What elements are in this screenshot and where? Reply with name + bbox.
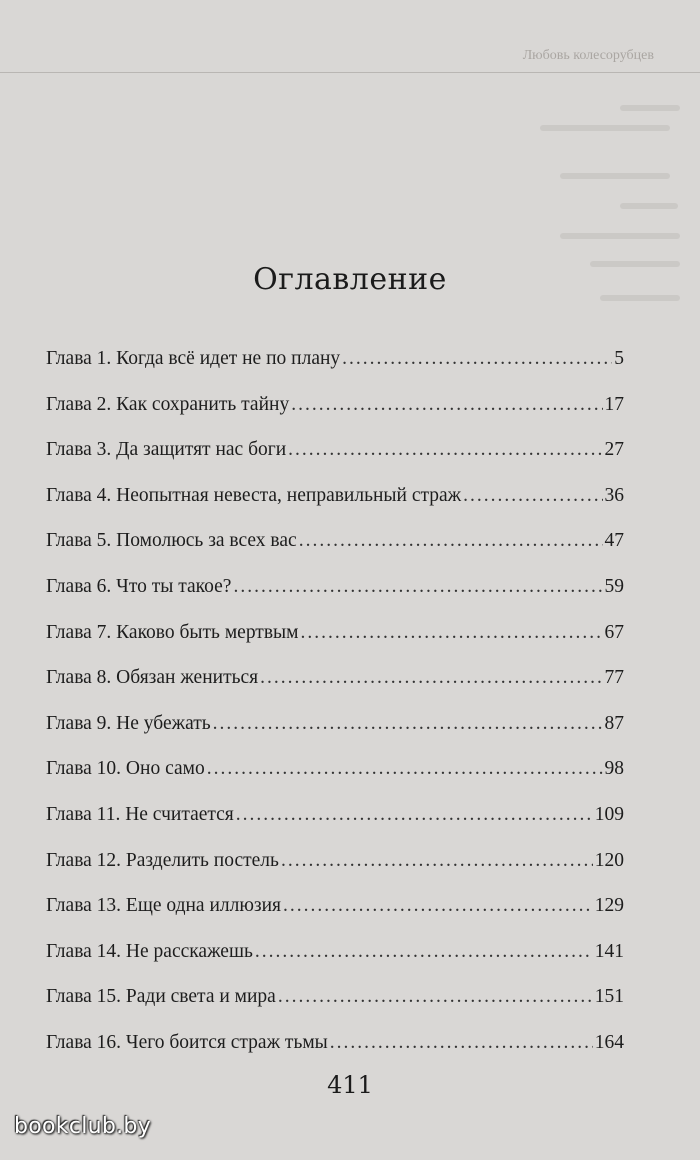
toc-entry-page: 47 [604, 530, 624, 552]
toc-entry [46, 664, 624, 710]
toc-entry [46, 983, 624, 1029]
toc-entry-label: Глава 12. Разделить постель [46, 849, 279, 871]
toc-entry-label: Глава 14. Не расскажешь [46, 940, 253, 962]
toc-entry-page: 151 [594, 986, 624, 1008]
toc-leader-dots [342, 345, 612, 373]
toc-entry-page: 129 [594, 895, 624, 917]
toc-entry-label: Глава 15. Ради света и мира [46, 986, 276, 1008]
toc-leader-dots [236, 801, 593, 829]
toc-entry [46, 573, 624, 619]
toc-entry [46, 710, 624, 756]
toc-entry-label: Глава 1. Когда всё идет не по плану [46, 348, 341, 369]
toc-entry [46, 801, 624, 847]
toc-leader-dots [255, 938, 593, 966]
running-head [0, 44, 700, 73]
toc-leader-dots [281, 847, 593, 875]
toc-entry-label: Глава 5. Помолюсь за всех вас [46, 530, 297, 552]
running-head-text: Любовь колесорубцев [522, 48, 654, 63]
toc-entry [46, 755, 624, 801]
toc-entry-page: 77 [604, 667, 624, 689]
toc-entry [46, 1029, 624, 1075]
toc-entry [46, 482, 624, 528]
toc-entry-page: 164 [594, 1031, 624, 1053]
toc-entry [46, 892, 624, 938]
toc-leader-dots [291, 391, 602, 419]
toc-entry-page: 87 [604, 712, 624, 734]
toc-entry-page: 17 [604, 393, 624, 415]
toc-entry-page: 27 [604, 439, 624, 461]
toc-entry-page: 120 [594, 849, 624, 871]
toc-leader-dots [278, 983, 593, 1011]
table-of-contents [46, 345, 624, 1075]
toc-entry [46, 847, 624, 893]
toc-entry [46, 436, 624, 482]
toc-entry-page: 5 [614, 348, 624, 369]
toc-entry-page: 67 [604, 621, 624, 643]
toc-entry-page: 36 [604, 484, 624, 506]
toc-entry-label: Глава 4. Неопытная невеста, неправильный страж [46, 484, 462, 506]
toc-entry-label: Глава 16. Чего боится страж тьмы [46, 1031, 328, 1053]
toc-leader-dots [299, 527, 603, 555]
page-number: 411 [327, 1071, 373, 1099]
toc-entry-label: Глава 10. Оно само [46, 758, 205, 780]
toc-leader-dots [207, 755, 603, 783]
toc-leader-dots [463, 482, 602, 510]
toc-entry [46, 527, 624, 573]
toc-leader-dots [233, 573, 602, 601]
toc-entry-page: 98 [604, 758, 624, 780]
toc-entry-label: Глава 3. Да защитят нас боги [46, 439, 287, 461]
page-title: Оглавление [253, 262, 447, 297]
toc-leader-dots [260, 664, 602, 692]
toc-entry-label: Глава 6. Что ты такое? [46, 575, 232, 597]
toc-leader-dots [213, 710, 603, 738]
toc-entry-label: Глава 11. Не считается [46, 803, 234, 825]
toc-entry-page: 109 [594, 803, 624, 825]
toc-entry-label: Глава 8. Обязан жениться [46, 667, 259, 689]
toc-leader-dots [300, 619, 602, 647]
watermark-logo: bookclub.by [14, 1114, 152, 1139]
toc-entry-label: Глава 13. Еще одна иллюзия [46, 895, 282, 917]
toc-entry-label: Глава 2. Как сохранить тайну [46, 393, 290, 415]
toc-entry [46, 619, 624, 665]
toc-entry-page: 141 [594, 940, 624, 962]
toc-leader-dots [288, 436, 602, 464]
toc-entry-label: Глава 7. Каково быть мертвым [46, 621, 299, 643]
toc-entry [46, 391, 624, 437]
toc-leader-dots [283, 892, 593, 920]
toc-leader-dots [330, 1029, 593, 1057]
toc-entry [46, 938, 624, 984]
toc-entry-page: 59 [604, 575, 624, 597]
toc-entry [46, 345, 624, 391]
toc-entry-label: Глава 9. Не убежать [46, 712, 211, 734]
